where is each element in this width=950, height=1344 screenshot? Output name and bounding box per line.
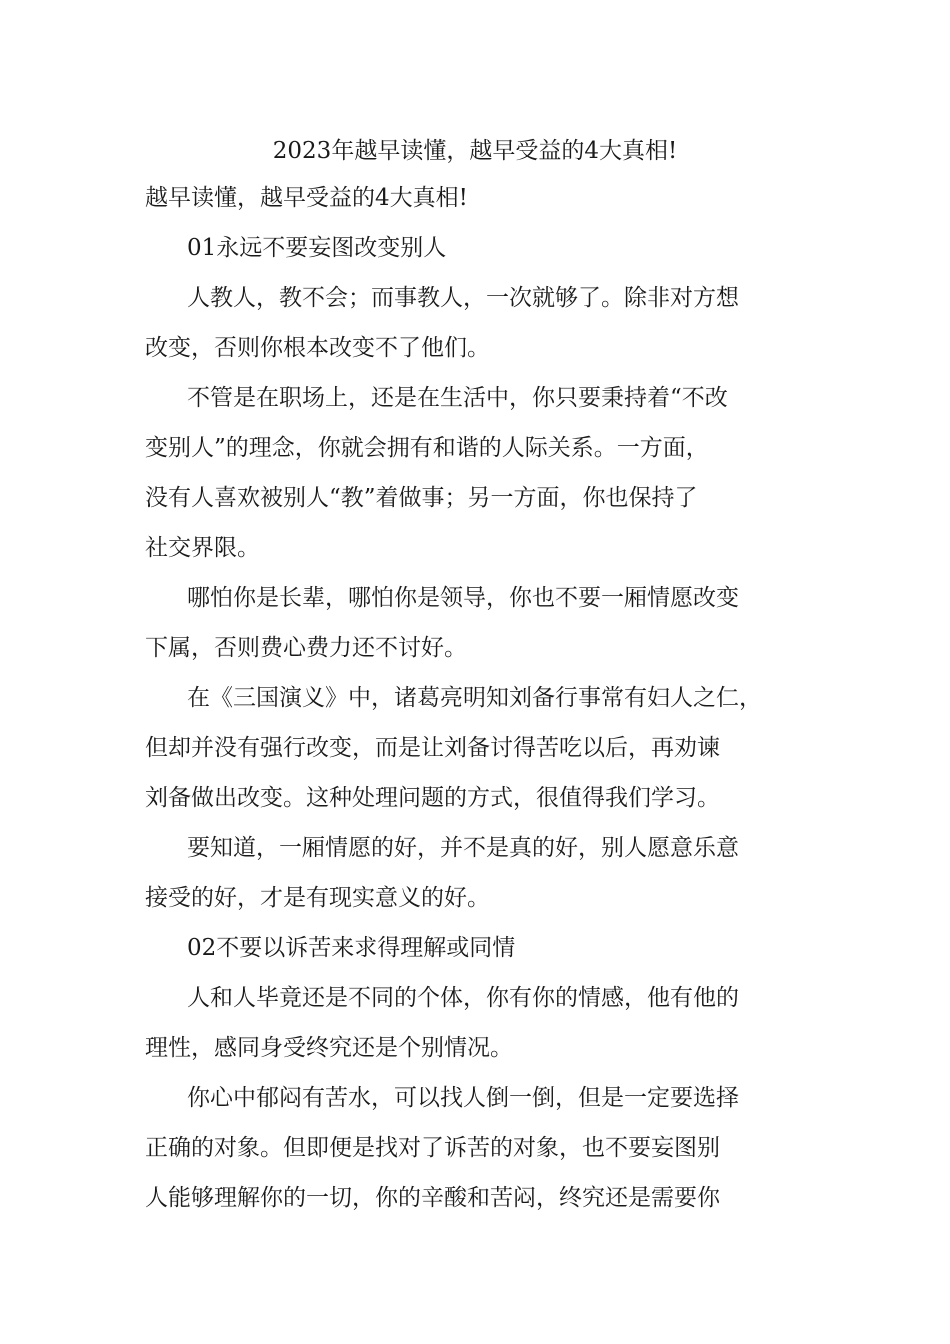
text-line: 正确的对象。但即便是找对了诉苦的对象，也不要妄图别 xyxy=(145,1135,720,1161)
text-line: 没有人喜欢被别人“教”着做事；另一方面，你也保持了 xyxy=(145,485,698,511)
document-body xyxy=(145,181,811,1231)
text-line: 接受的好，才是有现实意义的好。 xyxy=(145,885,490,911)
text-line: 刘备做出改变。这种处理问题的方式，很值得我们学习。 xyxy=(145,785,720,811)
text-line: 人和人毕竟还是不同的个体，你有你的情感，他有他的 xyxy=(187,985,739,1011)
text-line: 要知道，一厢情愿的好，并不是真的好，别人愿意乐意 xyxy=(187,835,739,861)
text-line: 越早读懂，越早受益的4大真相! xyxy=(145,185,468,211)
text-line: 02不要以诉苦来求得理解或同情 xyxy=(187,935,516,961)
text-line: 理性，感同身受终究还是个别情况。 xyxy=(145,1035,513,1061)
text-line: 社交界限。 xyxy=(145,535,260,561)
text-line: 但却并没有强行改变，而是让刘备讨得苦吃以后，再劝谏 xyxy=(145,735,720,761)
text-line: 人教人，教不会；而事教人，一次就够了。除非对方想 xyxy=(187,285,739,311)
text-line: 改变，否则你根本改变不了他们。 xyxy=(145,335,490,361)
text-line: 下属，否则费心费力还不讨好。 xyxy=(145,635,467,661)
document-title: 2023年越早读懂，越早受益的4大真相! xyxy=(272,138,678,164)
text-line: 01永远不要妄图改变别人 xyxy=(187,235,447,261)
text-line: 你心中郁闷有苦水，可以找人倒一倒，但是一定要选择 xyxy=(187,1085,739,1111)
text-line: 变别人”的理念，你就会拥有和谐的人际关系。一方面， xyxy=(145,435,709,461)
text-line: 不管是在职场上，还是在生活中，你只要秉持着“不改 xyxy=(187,385,728,411)
text-line: 在《三国演义》中，诸葛亮明知刘备行事常有妇人之仁， xyxy=(187,685,762,711)
text-line: 人能够理解你的一切，你的辛酸和苦闷，终究还是需要你 xyxy=(145,1185,720,1211)
text-line: 哪怕你是长辈，哪怕你是领导，你也不要一厢情愿改变 xyxy=(187,585,739,611)
